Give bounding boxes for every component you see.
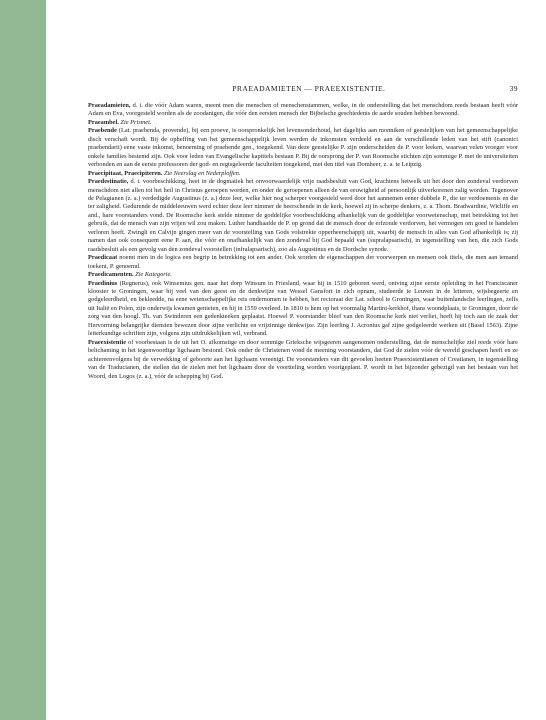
entry-cross-reference: Zie Neerslag en Nederploffen. — [162, 169, 241, 177]
entry-text: of voorbestaan is de uit het O. afkomstige en door sommige Grieksche wijsgeeren aangenomen onderstelling, dat de menschelijke ziel reeds vóór hare belichaming in het tegenwoordige ligchaam bestond. Ook onder de Christenen vond de meening voorstanders, dat God de zielen vóór de wereld geschapen heeft en ze achtereenvolgens bij de verwekking of geboorte aan het ligchaam vereenigt. De voorstanders van dit gevoelen heeten Praeexistentianen of Creatianen, in tegenstelling van de Traducianen, die stellen dat de zielen met het ligchaam door de voortteling worden voortgeplant. P. wordt in het bijzonder gebezigd van het bestaan van het Woord, den Logos (z. a.), vóór de schepping bij God. — [88, 338, 518, 380]
entry-cross-reference: Zie Kategorie. — [133, 271, 172, 279]
entry-text: d. i. die vóór Adam waren, meent men die menschen of menschenstammen, welke, in de onderstelling dat het menschdom reeds bestaan heeft vóór Adam en Eva, voorgesteld worden als de zoodanigen, die vóór den eersten mensch der Bijbelsche geschiedenis de aarde souden hebben bewoond. — [88, 102, 518, 118]
entry-cross-reference: Zie Prismet. — [118, 118, 152, 126]
entry-lemma: Praeadamieten, — [88, 102, 131, 109]
entry-text: d. i. voorbeschikking, heet in de dogmatiek het onvoorwaardelijk vrije raadsbesluit van God, krachtens hetwelk uit het door den zondeval verdorven menschdom niet allen tot het heil in Christus geroepen worden, en onder de geroepenen alleen de van eeuwigheid af persoonlijk uitverkorenen zalig worden. Tegenover de Pelagianen (z. a.) verdedigde Augustinus (z. a.) deze leer, welke hier nog scherper voorgesteld werd door het aannemen eener dubbele P., die ter verdoemenis en die ter zaligheid. Gedurende de middeleeuwen werd echter deze leer nimmer de heerschende in de kerk, hoewel zij in scherpe denkers, z. a. Thom. Bradwardine, Wicliffe en and., hare voorstanders vond. De Roomsche kerk stelde nimmer de goddelijke voorbeschikking afhankelijk van de goddelijke voorwetenschap, met betrekking tot het gebruik, dat de mensch van zijn vrijen wil zou maken. Luther handhaafde de P. op grond dat de mensch door de erfzonde verdorven, het vermogen om goed te handelen verloren heeft. Zwingli en Calvijn gingen meer van de voorstelling van Gods volstrekte opperheerschappij uit, waarbij de mensch in alles van God afhankelijk is; zij namen dan ook consequent eene P. aan, die vóór en onafhankelijk van den zondeval bij God bepaald van (supralapsarisch), in tegenstelling van hen, die zich Gods raadsbesluit als een gevolg van den zondeval voorstellen (infralapsarisch), zoo als Augustinus en de Dordsche synode. — [88, 178, 518, 253]
entry-text: (Regnerus), ook Winsemius gen. naar het dorp Winsum in Friesland, waar hij in 1510 geboren werd, ontving zijne eerste opleiding in het Franciscaner klooster te Groningen, waar hij veel van den geest en de denkwijze van Wessel Gansfort in zich opnam, studeerde te Leuven in de letteren, wijsbegeerte en godgeleerdheid, en bekleedde, na eene wetenschappelijke reis ondernomen te hebben, het rectoraat der Lat. school te Groningen, waar buitenlandsche leerlingen, zelfs uit Italië en Polen, zijn onderwijs kwamen genieten, en hij in 1559 overleed. In 1810 is hem op het voormalig Martini-kerkhof, thans woondplaats, te Groningen, door de zorg van den hoogl. Th. van Swinderen een gedenkteeken geplaatst. Hoewel P. voorstander bleef van den Roomsche kerk niet verliet, heeft hij toch aan de zaak der Hervorming belangrijke diensten bewezen door zijne verlichte en vrijzinnige denkwijze. Zijn leerling J. Acronius gaf zijne godgeleerde werken uit (Basel 1563). Zijne letterkundige schriften zijn, volgens zijn uitdrukkelijken wil, verbrand. — [88, 279, 518, 338]
document-page — [88, 84, 518, 381]
entry-text: (Lat. praebenda, provende), bij een proeve, is oorspronkelijk het levensonderhoud, het dagelijks aan monniken of geestelijken van het gemeenschappelijke disch verschaft wordt. Bij de opheffing van het gemeenschappelijk leven werden de inkomsten verdeeld en aan de verschillende leden van het stift (canonici praebendarii) eene vaste inkomst, benoeming of praebende gen., toegekend. Van deze geestelijke P. zijn onderscheiden de P. voor leeken, waarvan velen vroeger voor enkele families bestemd zijn. Ook voor leden van Evangelische kapittels bestaan P. Bij de oorsprong der P. van Roomsche stichten zijn sommige P. met de universiteiten verbonden en aan de eerste professoren der god- en regtsgeleerde faculteiten toegekend, met den titel van Domheer, z. a. te Leipzig. — [88, 127, 518, 169]
page-number: 39 — [509, 84, 518, 93]
entry-praecipitaat — [88, 170, 518, 178]
entry-praedestinatie — [88, 178, 518, 254]
page-edge-band — [0, 0, 46, 720]
entry-lemma: Praebende — [88, 127, 117, 135]
running-header — [88, 84, 518, 93]
entry-lemma: Praedestinatie, — [88, 178, 129, 186]
entry-praebende — [88, 127, 518, 169]
entry-praedinius — [88, 280, 518, 339]
entry-text: noemt men in de logica een begrip in betrekking tot een ander. Ook worden de eigenschappen der voorwerpen en mensen ook titels, die men aan iemand toekent, P. genoemd. — [88, 254, 518, 270]
entry-lemma: Praeambel. — [88, 118, 119, 126]
running-title: PRAEADAMIETEN — PRAEEXISTENTIE. — [232, 84, 386, 93]
entry-praedicaat — [88, 254, 518, 271]
entry-praeexistentie — [88, 339, 518, 381]
entry-lemma: Praeexistentie — [88, 338, 127, 346]
entry-praedicamenten — [88, 271, 518, 279]
entry-lemma: Praecipitaat, Praecipiteren. — [88, 169, 163, 177]
entry-lemma: Praedicamenten. — [88, 271, 134, 279]
entry-lemma: Praedinius — [88, 279, 118, 287]
entry-praeambel — [88, 119, 518, 127]
entry-praeadamieten — [88, 102, 518, 119]
entry-lemma: Praedicaat — [88, 254, 118, 262]
